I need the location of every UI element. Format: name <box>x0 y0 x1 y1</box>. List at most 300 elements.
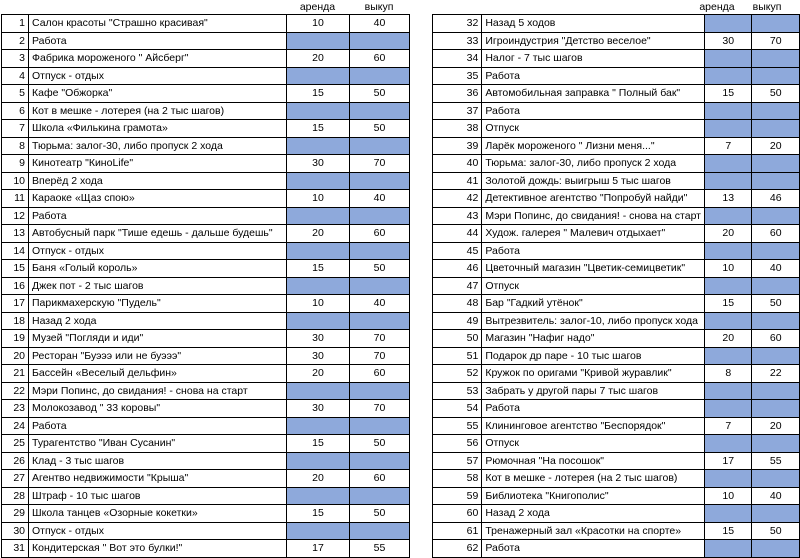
cell-rent: 20 <box>287 365 350 383</box>
cell-buyout <box>350 522 410 540</box>
cell-buyout <box>350 382 410 400</box>
cell-rent <box>287 417 350 435</box>
cell-name: Молокозавод " 33 коровы" <box>29 400 287 418</box>
cell-rent <box>705 15 752 33</box>
cell-buyout <box>350 417 410 435</box>
cell-name: Фабрика мороженого " Айсберг" <box>29 50 287 68</box>
cell-rent: 7 <box>705 417 752 435</box>
cell-number: 54 <box>433 400 482 418</box>
cell-number: 6 <box>2 102 29 120</box>
cell-number: 32 <box>433 15 482 33</box>
cell-name: Тюрьма: залог-30, либо пропуск 2 хода <box>29 137 287 155</box>
cell-number: 55 <box>433 417 482 435</box>
cell-rent <box>705 207 752 225</box>
cell-number: 16 <box>2 277 29 295</box>
cell-buyout <box>752 120 800 138</box>
table-row <box>433 102 800 120</box>
cell-rent <box>287 312 350 330</box>
cell-name: Работа <box>482 67 705 85</box>
cell-number: 2 <box>2 32 29 50</box>
cell-name: Агентво недвижимости "Крыша" <box>29 470 287 488</box>
cell-name: Назад 2 хода <box>482 505 705 523</box>
cell-rent: 10 <box>287 295 350 313</box>
cell-rent <box>287 207 350 225</box>
cell-number: 37 <box>433 102 482 120</box>
cell-rent <box>287 67 350 85</box>
cell-buyout: 55 <box>752 452 800 470</box>
cell-rent: 30 <box>287 347 350 365</box>
cell-number: 59 <box>433 487 482 505</box>
cell-name: Салон красоты "Страшно красивая" <box>29 15 287 33</box>
cell-name: Отпуск - отдых <box>29 67 287 85</box>
table-row <box>433 435 800 453</box>
cell-name: Работа <box>482 102 705 120</box>
table-row <box>433 242 800 260</box>
cell-number: 52 <box>433 365 482 383</box>
cell-buyout <box>350 67 410 85</box>
cell-rent: 30 <box>287 155 350 173</box>
cell-number: 14 <box>2 242 29 260</box>
cell-name: Тюрьма: залог-30, либо пропуск 2 хода <box>482 155 705 173</box>
table-row <box>433 505 800 523</box>
cell-rent <box>287 452 350 470</box>
table-row <box>2 312 410 330</box>
cell-number: 1 <box>2 15 29 33</box>
cell-buyout <box>752 207 800 225</box>
cell-name: Работа <box>29 207 287 225</box>
cell-number: 48 <box>433 295 482 313</box>
cell-rent: 15 <box>705 522 752 540</box>
table-row <box>433 32 800 50</box>
cell-number: 62 <box>433 540 482 558</box>
table-row <box>2 365 410 383</box>
table-row <box>2 435 410 453</box>
cell-name: Кондитерская " Вот это булки!" <box>29 540 287 558</box>
cell-buyout: 46 <box>752 190 800 208</box>
cell-rent: 15 <box>287 120 350 138</box>
cell-name: Автобусный парк "Тише едешь - дальше будешь" <box>29 225 287 243</box>
cell-rent: 10 <box>287 190 350 208</box>
cell-rent: 20 <box>705 330 752 348</box>
table-row <box>433 540 800 558</box>
cell-rent <box>287 32 350 50</box>
cell-name: Школа «Филькина грамота» <box>29 120 287 138</box>
cell-rent: 15 <box>287 85 350 103</box>
cell-name: Игроиндустрия "Детство веселое" <box>482 32 705 50</box>
table-row <box>2 207 410 225</box>
table-row <box>2 277 410 295</box>
cell-buyout: 20 <box>752 417 800 435</box>
cell-number: 41 <box>433 172 482 190</box>
cell-rent: 15 <box>705 295 752 313</box>
table-row <box>433 172 800 190</box>
cell-name: Кот в мешке - лотерея (на 2 тыс шагов) <box>29 102 287 120</box>
left-rent-header: аренда <box>299 1 336 13</box>
cell-buyout: 70 <box>350 400 410 418</box>
cell-buyout: 50 <box>350 260 410 278</box>
table-row <box>2 172 410 190</box>
table-row <box>433 207 800 225</box>
cell-rent: 17 <box>287 540 350 558</box>
cell-name: Худож. галерея " Малевич отдыхает" <box>482 225 705 243</box>
table-row <box>433 277 800 295</box>
cell-rent <box>705 67 752 85</box>
table-row <box>433 312 800 330</box>
cell-buyout <box>752 15 800 33</box>
table-row <box>2 120 410 138</box>
cell-name: Рюмочная "На посошок" <box>482 452 705 470</box>
cell-name: Турагентство "Иван Сусанин" <box>29 435 287 453</box>
cell-buyout: 60 <box>350 470 410 488</box>
cell-rent <box>287 522 350 540</box>
table-row <box>2 32 410 50</box>
table-row <box>2 50 410 68</box>
cell-number: 43 <box>433 207 482 225</box>
cell-number: 50 <box>433 330 482 348</box>
cell-name: Вперёд 2 хода <box>29 172 287 190</box>
cell-name: Работа <box>482 242 705 260</box>
cell-rent <box>705 400 752 418</box>
cell-buyout: 50 <box>350 85 410 103</box>
cell-name: Отпуск - отдых <box>29 522 287 540</box>
cell-name: Ресторан "Буэээ или не буэээ" <box>29 347 287 365</box>
table-row <box>2 67 410 85</box>
cell-rent: 15 <box>287 260 350 278</box>
cell-buyout <box>350 102 410 120</box>
cell-buyout <box>752 172 800 190</box>
cell-rent: 8 <box>705 365 752 383</box>
cell-name: Тренажерный зал «Красотки на спорте» <box>482 522 705 540</box>
cell-number: 28 <box>2 487 29 505</box>
cell-number: 31 <box>2 540 29 558</box>
cell-name: Мэри Попинс, до свидания! - снова на старт <box>29 382 287 400</box>
cell-name: Клининговое агентство "Беспорядок" <box>482 417 705 435</box>
table-row <box>2 190 410 208</box>
cell-name: Бар "Гадкий утёнок" <box>482 295 705 313</box>
cell-buyout: 70 <box>350 330 410 348</box>
cell-number: 35 <box>433 67 482 85</box>
cell-name: Караоке «Щаз спою» <box>29 190 287 208</box>
cell-rent <box>287 277 350 295</box>
cell-buyout: 40 <box>752 260 800 278</box>
right-buyout-header: выкуп <box>752 1 782 13</box>
cell-buyout: 50 <box>350 120 410 138</box>
cell-buyout: 60 <box>752 330 800 348</box>
cell-number: 46 <box>433 260 482 278</box>
cell-rent <box>705 242 752 260</box>
cell-number: 58 <box>433 470 482 488</box>
table-row <box>2 330 410 348</box>
right-board-table <box>432 14 800 558</box>
cell-buyout: 55 <box>350 540 410 558</box>
cell-number: 60 <box>433 505 482 523</box>
cell-buyout <box>752 155 800 173</box>
cell-name: Забрать у другой пары 7 тыс шагов <box>482 382 705 400</box>
cell-name: Мэри Попинс, до свидания! - снова на старт <box>482 207 705 225</box>
cell-number: 26 <box>2 452 29 470</box>
table-row <box>2 505 410 523</box>
cell-rent <box>705 172 752 190</box>
cell-buyout <box>752 400 800 418</box>
table-row <box>433 382 800 400</box>
cell-rent <box>287 242 350 260</box>
cell-rent: 30 <box>705 32 752 50</box>
cell-rent: 7 <box>705 137 752 155</box>
cell-buyout: 60 <box>350 50 410 68</box>
table-row <box>2 137 410 155</box>
cell-name: Работа <box>482 400 705 418</box>
table-row <box>433 190 800 208</box>
cell-name: Кот в мешке - лотерея (на 2 тыс шагов) <box>482 470 705 488</box>
cell-rent: 30 <box>287 400 350 418</box>
left-buyout-header: выкуп <box>364 1 394 13</box>
cell-name: Работа <box>29 32 287 50</box>
table-row <box>2 452 410 470</box>
cell-buyout: 60 <box>752 225 800 243</box>
cell-buyout <box>752 277 800 295</box>
cell-rent <box>705 505 752 523</box>
table-row <box>433 400 800 418</box>
cell-rent: 15 <box>287 505 350 523</box>
table-row <box>433 347 800 365</box>
cell-number: 12 <box>2 207 29 225</box>
left-board-table <box>1 14 410 558</box>
cell-buyout <box>350 487 410 505</box>
table-row <box>433 50 800 68</box>
cell-rent: 15 <box>705 85 752 103</box>
cell-name: Автомобильная заправка " Полный бак" <box>482 85 705 103</box>
cell-name: Цветочный магазин "Цветик-семицветик" <box>482 260 705 278</box>
cell-number: 61 <box>433 522 482 540</box>
table-row <box>2 295 410 313</box>
cell-rent <box>287 382 350 400</box>
cell-buyout <box>350 312 410 330</box>
cell-number: 22 <box>2 382 29 400</box>
cell-number: 57 <box>433 452 482 470</box>
table-row <box>433 260 800 278</box>
cell-number: 27 <box>2 470 29 488</box>
cell-name: Кафе "Обжорка" <box>29 85 287 103</box>
cell-buyout <box>752 67 800 85</box>
table-row <box>433 522 800 540</box>
table-row <box>2 470 410 488</box>
table-row <box>433 470 800 488</box>
table-row <box>2 155 410 173</box>
cell-buyout <box>752 50 800 68</box>
cell-name: Отпуск - отдых <box>29 242 287 260</box>
cell-name: Кружок по оригами "Кривой журавлик" <box>482 365 705 383</box>
cell-rent: 10 <box>287 15 350 33</box>
cell-rent: 20 <box>287 225 350 243</box>
cell-rent: 20 <box>705 225 752 243</box>
table-row <box>433 295 800 313</box>
cell-name: Детективное агентство "Попробуй найди" <box>482 190 705 208</box>
cell-buyout: 50 <box>752 295 800 313</box>
table-row <box>2 540 410 558</box>
cell-name: Работа <box>29 417 287 435</box>
cell-name: Кинотеатр "КиноLife" <box>29 155 287 173</box>
cell-rent: 17 <box>705 452 752 470</box>
cell-rent: 10 <box>705 260 752 278</box>
table-row <box>433 15 800 33</box>
cell-number: 10 <box>2 172 29 190</box>
cell-buyout <box>350 172 410 190</box>
cell-number: 49 <box>433 312 482 330</box>
table-row <box>2 382 410 400</box>
cell-number: 44 <box>433 225 482 243</box>
table-row <box>2 417 410 435</box>
cell-rent <box>287 102 350 120</box>
cell-buyout <box>752 347 800 365</box>
cell-rent <box>705 435 752 453</box>
cell-buyout: 40 <box>350 295 410 313</box>
cell-name: Музей "Погляди и иди" <box>29 330 287 348</box>
cell-buyout <box>350 207 410 225</box>
table-row <box>2 102 410 120</box>
cell-number: 42 <box>433 190 482 208</box>
cell-rent: 15 <box>287 435 350 453</box>
table-row <box>433 417 800 435</box>
cell-buyout <box>350 137 410 155</box>
cell-buyout: 40 <box>350 190 410 208</box>
cell-rent <box>705 382 752 400</box>
cell-buyout: 70 <box>350 347 410 365</box>
cell-number: 18 <box>2 312 29 330</box>
cell-name: Вытрезвитель: залог-10, либо пропуск хода <box>482 312 705 330</box>
table-row <box>2 260 410 278</box>
cell-number: 21 <box>2 365 29 383</box>
cell-buyout <box>752 242 800 260</box>
cell-name: Назад 5 ходов <box>482 15 705 33</box>
cell-buyout: 60 <box>350 225 410 243</box>
cell-rent <box>705 470 752 488</box>
cell-number: 13 <box>2 225 29 243</box>
cell-buyout <box>752 470 800 488</box>
cell-buyout <box>752 540 800 558</box>
cell-rent <box>287 487 350 505</box>
cell-rent <box>705 50 752 68</box>
cell-number: 53 <box>433 382 482 400</box>
cell-buyout <box>752 312 800 330</box>
cell-number: 24 <box>2 417 29 435</box>
cell-number: 33 <box>433 32 482 50</box>
table-row <box>2 85 410 103</box>
cell-buyout <box>752 102 800 120</box>
cell-name: Налог - 7 тыс шагов <box>482 50 705 68</box>
cell-rent <box>705 312 752 330</box>
cell-number: 20 <box>2 347 29 365</box>
cell-buyout: 50 <box>752 85 800 103</box>
cell-buyout <box>752 505 800 523</box>
cell-buyout: 40 <box>752 487 800 505</box>
cell-number: 19 <box>2 330 29 348</box>
cell-number: 15 <box>2 260 29 278</box>
cell-name: Магазин "Нафиг надо" <box>482 330 705 348</box>
cell-number: 23 <box>2 400 29 418</box>
cell-rent: 10 <box>705 487 752 505</box>
cell-rent: 20 <box>287 50 350 68</box>
cell-rent <box>705 155 752 173</box>
cell-number: 47 <box>433 277 482 295</box>
cell-buyout: 22 <box>752 365 800 383</box>
cell-buyout: 20 <box>752 137 800 155</box>
cell-rent: 20 <box>287 470 350 488</box>
table-row <box>433 120 800 138</box>
cell-buyout <box>350 452 410 470</box>
table-row <box>2 400 410 418</box>
cell-buyout: 70 <box>752 32 800 50</box>
cell-rent <box>287 137 350 155</box>
cell-number: 9 <box>2 155 29 173</box>
cell-name: Парикмахерскую "Пудель" <box>29 295 287 313</box>
table-row <box>433 225 800 243</box>
cell-number: 3 <box>2 50 29 68</box>
table-row <box>2 225 410 243</box>
cell-number: 39 <box>433 137 482 155</box>
cell-number: 40 <box>433 155 482 173</box>
table-row <box>433 365 800 383</box>
cell-number: 11 <box>2 190 29 208</box>
cell-name: Отпуск <box>482 435 705 453</box>
table-row <box>2 347 410 365</box>
cell-number: 5 <box>2 85 29 103</box>
cell-name: Баня «Голый король» <box>29 260 287 278</box>
cell-buyout <box>752 435 800 453</box>
cell-number: 51 <box>433 347 482 365</box>
cell-number: 56 <box>433 435 482 453</box>
table-row <box>2 487 410 505</box>
cell-number: 36 <box>433 85 482 103</box>
cell-name: Ларёк мороженого " Лизни меня..." <box>482 137 705 155</box>
cell-buyout <box>752 382 800 400</box>
cell-rent <box>705 277 752 295</box>
cell-buyout: 70 <box>350 155 410 173</box>
cell-name: Бассейн «Веселый дельфин» <box>29 365 287 383</box>
cell-name: Школа танцев «Озорные кокетки» <box>29 505 287 523</box>
cell-name: Библиотека "Книгополис" <box>482 487 705 505</box>
cell-rent <box>705 120 752 138</box>
table-row <box>433 155 800 173</box>
table-row <box>433 67 800 85</box>
cell-number: 34 <box>433 50 482 68</box>
cell-rent <box>705 102 752 120</box>
cell-buyout: 50 <box>350 435 410 453</box>
table-row <box>2 15 410 33</box>
table-row <box>433 330 800 348</box>
cell-name: Джек пот - 2 тыс шагов <box>29 277 287 295</box>
cell-rent <box>705 347 752 365</box>
table-row <box>2 242 410 260</box>
cell-number: 7 <box>2 120 29 138</box>
cell-buyout <box>350 277 410 295</box>
cell-number: 29 <box>2 505 29 523</box>
table-row <box>433 487 800 505</box>
cell-buyout <box>350 32 410 50</box>
cell-name: Клад - 3 тыс шагов <box>29 452 287 470</box>
cell-name: Подарок др паре - 10 тыс шагов <box>482 347 705 365</box>
cell-number: 30 <box>2 522 29 540</box>
cell-number: 8 <box>2 137 29 155</box>
cell-name: Назад 2 хода <box>29 312 287 330</box>
table-row <box>433 137 800 155</box>
cell-number: 38 <box>433 120 482 138</box>
cell-name: Золотой дождь: выигрыш 5 тыс шагов <box>482 172 705 190</box>
cell-number: 45 <box>433 242 482 260</box>
cell-buyout <box>350 242 410 260</box>
cell-rent <box>287 172 350 190</box>
table-row <box>433 452 800 470</box>
cell-rent <box>705 540 752 558</box>
